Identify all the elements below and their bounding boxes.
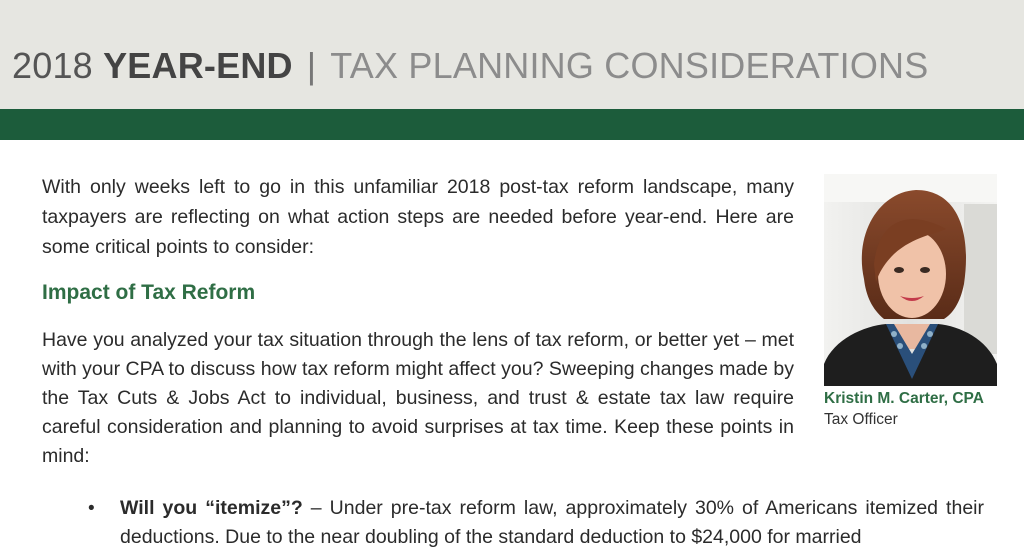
title-year: 2018	[12, 45, 93, 86]
profile-photo	[824, 174, 997, 386]
title-subtitle: TAX PLANNING CONSIDERATIONS	[330, 45, 929, 86]
profile-name: Kristin M. Carter, CPA	[824, 390, 984, 407]
profile-title: Tax Officer	[824, 411, 898, 428]
page-title	[12, 42, 928, 90]
section-heading: Impact of Tax Reform	[42, 281, 256, 304]
portrait-image	[824, 174, 997, 386]
intro-paragraph: With only weeks left to go in this unfamiliar 2018 post-tax reform landscape, many taxpayers are reflecting on what action steps are needed before year-end. Here are some critical points to consider:	[42, 176, 794, 258]
bullet-lead: Will you “itemize”?	[120, 497, 303, 519]
bullet-list	[88, 494, 984, 552]
section-paragraph: Have you analyzed your tax situation through the lens of tax reform, or better yet – met with your CPA to discuss how tax reform might affect you? Sweeping changes made by the Tax Cuts & Jobs Act to individual, business, and trust & estate tax law require careful consideration and planning to avoid surprises at tax time. Keep these points in mind:	[42, 329, 794, 467]
bullet-marker: •	[88, 498, 95, 519]
title-year-end: YEAR-END	[103, 45, 293, 86]
bullet-text: – Under pre-tax reform law, approximately 30% of Americans itemized their deductions. Due to the near doubling of the standard deduction to $24,000 for married	[120, 497, 984, 548]
title-separator: |	[306, 45, 317, 86]
green-divider-bar	[0, 109, 1024, 140]
list-item	[88, 494, 984, 552]
